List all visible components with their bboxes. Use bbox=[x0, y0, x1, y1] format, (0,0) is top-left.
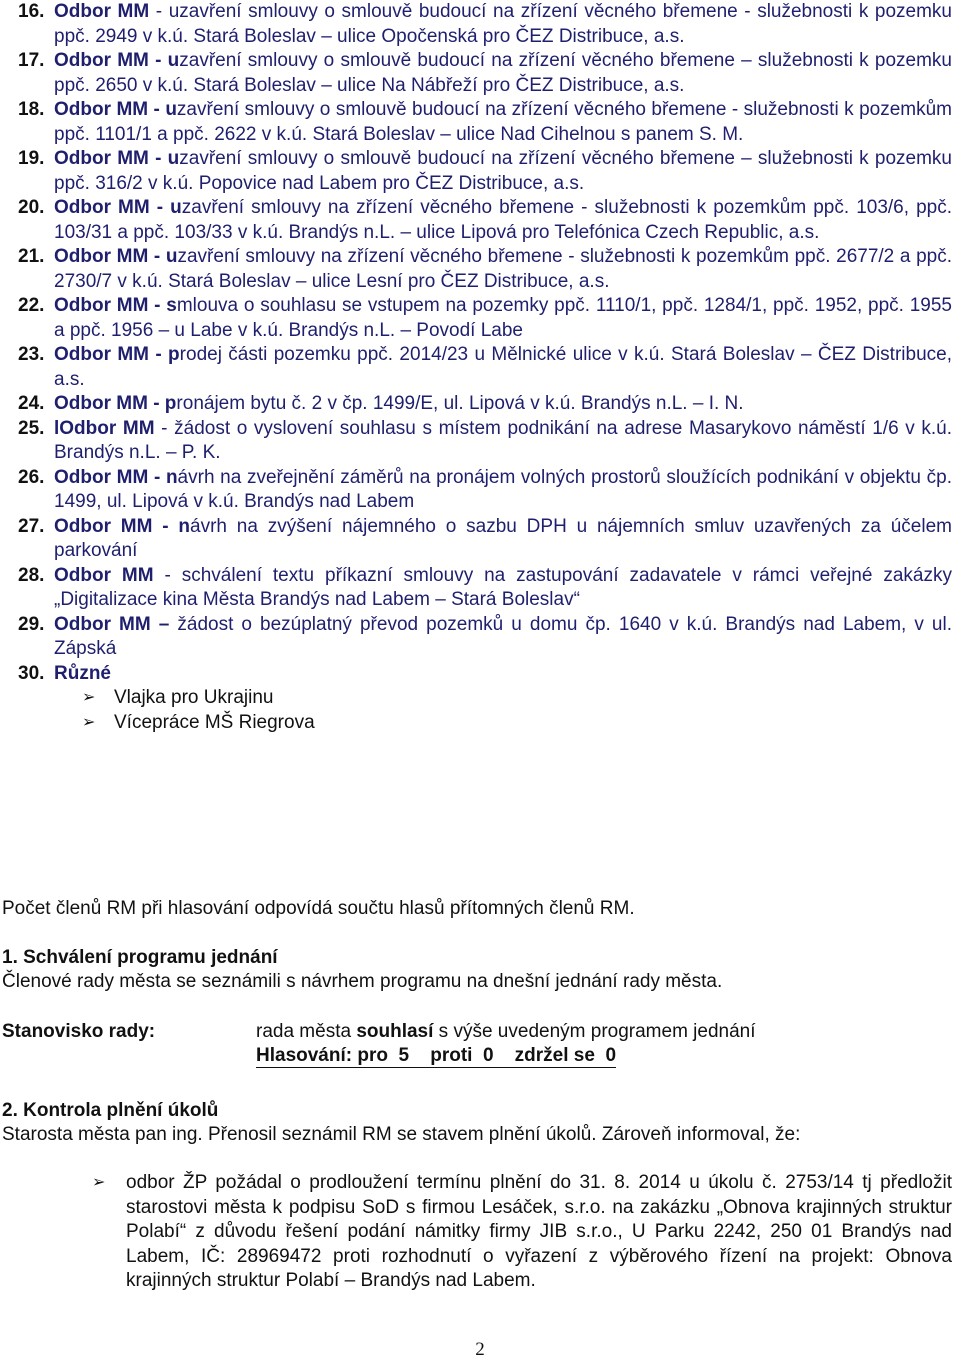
agenda-item-department: Odbor MM - u bbox=[54, 197, 182, 218]
agenda-item-23 bbox=[8, 343, 952, 392]
agenda-item-30 bbox=[8, 662, 952, 736]
arrow-bullet-icon: ➢ bbox=[82, 713, 96, 731]
agenda-item-text: zavření smlouvy o smlouvě budoucí na zřízení věcného břemene – služebnosti k pozemku ppč. 316/2 v k.ú. Popovice nad Labem pro ČEZ Distribuce, a.s. bbox=[54, 148, 952, 194]
stance-statement bbox=[256, 1020, 756, 1045]
agenda-item-27 bbox=[8, 515, 952, 564]
agenda-item-text: žádost o bezúplatný převod pozemků u domu čp. 1640 v k.ú. Brandýs nad Labem, v ul. Zápská bbox=[54, 613, 952, 659]
agenda-item-number: 28. bbox=[18, 564, 45, 586]
task-bullet-text: odbor ŽP požádal o prodloužení termínu plnění do 31. 8. 2014 u úkolu č. 2753/14 tj předložit starostovi města k podpisu SoD s firmou Lesáček, s.r.o. na zakázku „Obnova krajinných struktur Polabí“ z důvodu řešení podání námitky firmy JIB s.r.o., U Parku 2242, 250 01 Brandýs nad Labem, IČ: 28969472 proti rozhodnutí o vyřazení z výběrového řízení na projekt: Obnova krajinných struktur Polabí – Brandýs nad Labem. bbox=[126, 1172, 952, 1291]
agenda-item-number: 30. bbox=[18, 662, 45, 684]
agenda-item-text: zavření smlouvy o smlouvě budoucí na zřízení věcného břemene – služebnosti k pozemku ppč. 2650 v k.ú. Stará Boleslav – ulice Na Nábřeží pro ČEZ Distribuce, a.s. bbox=[54, 50, 952, 96]
agenda-item-text: - žádost o vyslovení souhlasu s místem podnikání na adrese Masarykovo náměstí 1/6 v k.ú. Brandýs n.L. – P. K. bbox=[54, 417, 953, 463]
stance-pre: rada města bbox=[256, 1021, 357, 1042]
agenda-item-department: Odbor MM bbox=[54, 1, 150, 22]
agenda-item-text: zavření smlouvy o smlouvě budoucí na zřízení věcného břemene - služebnosti k pozemkům ppč. 1101/1 a ppč. 2622 v k.ú. Stará Boleslav – ulice Nad Cihelnou s panem S. M. bbox=[54, 99, 952, 145]
agenda-item-text: ávrh na zvýšení nájemného o sazbu DPH u nájemních smluv uzavřených za účelem parkování bbox=[54, 515, 952, 561]
agenda-item-number: 21. bbox=[18, 246, 45, 267]
agenda-item-text: ávrh na zveřejnění záměrů na pronájem volných prostorů sloužících podnikání v objektu čp. 1499, ul. Lipová v k.ú. Brandýs nad Labem bbox=[54, 466, 952, 512]
agenda-item-department: Odbor MM - s bbox=[54, 295, 177, 316]
agenda-item-department: Různé bbox=[54, 662, 111, 684]
agenda-item-22 bbox=[8, 294, 952, 343]
agenda-item-17 bbox=[8, 49, 952, 98]
agenda-item-number: 24. bbox=[18, 393, 45, 414]
agenda-item-24 bbox=[8, 392, 952, 417]
agenda-item-29 bbox=[8, 613, 952, 662]
agenda-item-number: 27. bbox=[18, 515, 45, 537]
section-1-heading: 1. Schválení programu jednání bbox=[2, 947, 278, 968]
agenda-item-19 bbox=[8, 147, 952, 196]
misc-sub-list bbox=[8, 686, 952, 735]
agenda-item-department: Odbor MM bbox=[54, 564, 154, 586]
agenda-item-number: 19. bbox=[18, 148, 45, 169]
agenda-item-number: 29. bbox=[18, 613, 45, 635]
page-number: 2 bbox=[475, 1339, 485, 1360]
agenda-list bbox=[8, 0, 952, 735]
agenda-item-25 bbox=[8, 417, 952, 466]
task-bullet bbox=[92, 1171, 952, 1294]
arrow-bullet-icon: ➢ bbox=[92, 1174, 106, 1191]
agenda-item-text: mlouva o souhlasu se vstupem na pozemky ppč. 1110/1, ppč. 1284/1, ppč. 1952, ppč. 1955 a ppč. 1956 – u Labe v k.ú. Brandýs n.L. – Povodí Labe bbox=[54, 295, 952, 341]
agenda-item-department: Odbor MM – bbox=[54, 613, 170, 635]
agenda-item-text: - schválení textu příkazní smlouvy na zastupování zadavatele v rámci veřejné zakázky „Digitalizace kina Města Brandýs nad Labem – Stará Boleslav“ bbox=[54, 564, 952, 610]
agenda-item-department: Odbor MM - n bbox=[54, 515, 191, 537]
agenda-item-department: Odbor MM - u bbox=[54, 246, 178, 267]
stance-label: Stanovisko rady: bbox=[2, 1021, 156, 1042]
agenda-item-text: - uzavření smlouvy o smlouvě budoucí na zřízení věcného břemene - služebnosti k pozemku ppč. 2949 v k.ú. Stará Boleslav – ulice Opočenská pro ČEZ Distribuce, a.s. bbox=[54, 1, 952, 47]
agenda-item-number: 17. bbox=[18, 50, 45, 71]
vote-result: Hlasování: pro 5 proti 0 zdržel se 0 bbox=[256, 1045, 617, 1066]
agenda-item-20 bbox=[8, 196, 952, 245]
section-2-bullets bbox=[92, 1171, 952, 1294]
agenda-item-department: Odbor MM - u bbox=[54, 99, 177, 120]
agenda-item-department: Odbor MM - u bbox=[54, 50, 180, 71]
agenda-item-18 bbox=[8, 98, 952, 147]
misc-item-label: Vícepráce MŠ Riegrova bbox=[114, 711, 315, 733]
agenda-item-26 bbox=[8, 466, 952, 515]
agenda-item-department: Odbor MM - n bbox=[54, 466, 178, 488]
agenda-item-28 bbox=[8, 564, 952, 613]
section-1-text: Členové rady města se seznámili s návrhem programu na dnešní jednání rady města. bbox=[2, 971, 723, 992]
agenda-item-number: 22. bbox=[18, 295, 45, 316]
agenda-item-number: 23. bbox=[18, 344, 45, 365]
agenda-item-16 bbox=[8, 0, 952, 49]
section-2-heading: 2. Kontrola plnění úkolů bbox=[2, 1100, 219, 1121]
agenda-item-21 bbox=[8, 245, 952, 294]
agenda-item-number: 16. bbox=[18, 1, 45, 22]
agenda-item-text: zavření smlouvy na zřízení věcného břemene - služebnosti k pozemkům ppč. 103/6, ppč. 103/31 a ppč. 103/33 v k.ú. Brandýs n.L. – ulice Lipová pro Telefónica Czech Republic, a.s. bbox=[54, 197, 952, 243]
misc-item bbox=[82, 711, 952, 736]
agenda-item-number: 18. bbox=[18, 99, 45, 120]
section-2-text: Starosta města pan ing. Přenosil seznámil RM se stavem plnění úkolů. Zároveň informoval, že: bbox=[2, 1124, 801, 1145]
agenda-item-department: lOdbor MM bbox=[54, 417, 155, 439]
agenda-item-department: Odbor MM - p bbox=[54, 344, 180, 365]
stance-verb: souhlasí bbox=[356, 1021, 434, 1042]
agenda-item-text: rodej části pozemku ppč. 2014/23 u Mělnické ulice v k.ú. Stará Boleslav – ČEZ Distribuce, a.s. bbox=[54, 344, 952, 390]
misc-item bbox=[82, 686, 952, 711]
agenda-item-department: Odbor MM - u bbox=[54, 148, 180, 169]
misc-item-label: Vlajka pro Ukrajinu bbox=[114, 687, 274, 708]
stance-post: s výše uvedeným programem jednání bbox=[433, 1021, 756, 1042]
agenda-item-department: Odbor MM - p bbox=[54, 393, 177, 414]
agenda-item-number: 26. bbox=[18, 466, 45, 488]
voting-note: Počet členů RM při hlasování odpovídá součtu hlasů přítomných členů RM. bbox=[2, 898, 635, 919]
arrow-bullet-icon: ➢ bbox=[82, 689, 96, 706]
agenda-item-number: 25. bbox=[18, 417, 45, 439]
agenda-item-text: ronájem bytu č. 2 v čp. 1499/E, ul. Lipová v k.ú. Brandýs n.L. – I. N. bbox=[176, 393, 744, 414]
agenda-item-number: 20. bbox=[18, 197, 45, 218]
agenda-item-text: zavření smlouvy na zřízení věcného břemene - služebnosti k pozemkům ppč. 2677/2 a ppč. 2730/7 v k.ú. Stará Boleslav – ulice Lesní pro ČEZ Distribuce, a.s. bbox=[54, 246, 952, 292]
